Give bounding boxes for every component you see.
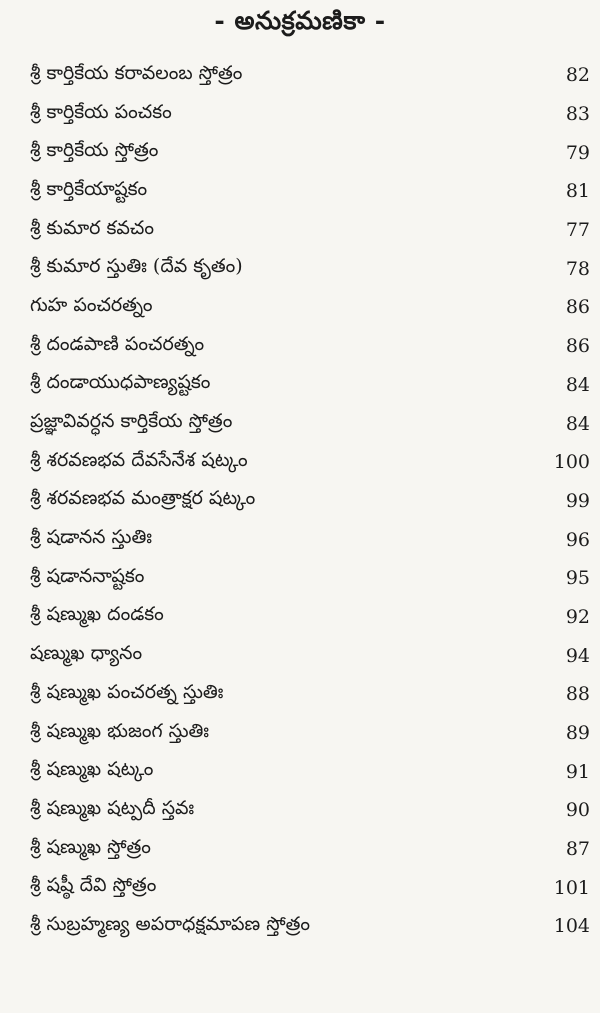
toc-row [30,520,590,559]
toc-row [30,443,590,482]
entry-page-number: 95 [565,567,590,590]
entry-page-number: 78 [565,257,590,280]
toc-row [30,752,590,791]
entry-title: శ్రీ షష్ఠీ దేవి స్తోత్రం [30,874,157,897]
entry-title: శ్రీ కార్తికేయ కరావలంబ స్తోత్రం [30,61,243,84]
entry-title: శ్రీ శరవణభవ మంత్రాక్షర షట్కం [30,487,256,510]
entry-title: గుహ పంచరత్నం [30,293,153,316]
entry-page-number: 84 [565,412,590,435]
entry-title: శ్రీ దండపాణి పంచరత్నం [30,332,205,355]
entry-title: శ్రీ షణ్ముఖ పంచరత్న స్తుతిః [30,680,224,703]
entry-page-number: 87 [565,838,590,861]
entry-page-number: 99 [565,489,590,512]
entry-page-number: 82 [565,64,590,87]
toc-row [30,907,590,946]
entry-title: శ్రీ కుమార స్తుతిః (దేవ కృతం) [30,255,243,278]
toc-row [30,249,590,288]
entry-title: శ్రీ కుమార కవచం [30,216,154,239]
entry-title: శ్రీ షణ్ముఖ షట్పదీ స్తవః [30,796,195,819]
entry-title: శ్రీ షడానన స్తుతిః [30,526,152,549]
entry-page-number: 86 [565,296,590,319]
entry-page-number: 81 [565,180,590,203]
toc-row [30,636,590,675]
entry-page-number: 92 [565,605,590,628]
toc-row [30,404,590,443]
entry-page-number: 88 [565,683,590,706]
toc-row [30,133,590,172]
entry-page-number: 94 [565,644,590,667]
toc-row [30,95,590,134]
entry-page-number: 96 [565,528,590,551]
entry-title: శ్రీ కార్తికేయ పంచకం [30,100,172,123]
toc-row [30,211,590,250]
entry-title: శ్రీ షడాననాష్టకం [30,564,145,587]
table-of-contents [30,56,590,946]
entry-title: శ్రీ షణ్ముఖ దండకం [30,603,164,626]
entry-page-number: 84 [565,373,590,396]
toc-row [30,830,590,869]
entry-title: శ్రీ కార్తికేయాష్టకం [30,177,148,200]
toc-row [30,56,590,95]
page-title: - అనుక్రమణికా - [214,6,386,35]
toc-row [30,482,590,521]
entry-title: ప్రజ్ఞావివర్ధన కార్తికేయ స్తోత్రం [30,410,233,433]
entry-title: శ్రీ శరవణభవ దేవసేనేశ షట్కం [30,448,248,471]
toc-row [30,598,590,637]
entry-page-number: 86 [565,335,590,358]
entry-page-number: 104 [553,915,590,938]
entry-page-number: 79 [565,141,590,164]
entry-page-number: 100 [553,451,590,474]
entry-page-number: 101 [553,876,590,899]
entry-title: శ్రీ షణ్ముఖ భుజంగ స్తుతిః [30,719,210,742]
toc-row [30,675,590,714]
entry-page-number: 90 [565,799,590,822]
entry-title: శ్రీ షణ్ముఖ షట్కం [30,758,154,781]
entry-title: శ్రీ కార్తికేయ స్తోత్రం [30,139,159,162]
entry-title: షణ్ముఖ ధ్యానం [30,642,143,665]
toc-row [30,366,590,405]
entry-title: శ్రీ సుబ్రహ్మణ్య అపరాధక్షమాపణ స్తోత్రం [30,912,310,935]
toc-row [30,559,590,598]
entry-page-number: 83 [565,103,590,126]
toc-row [30,288,590,327]
toc-row [30,327,590,366]
entry-page-number: 91 [565,760,590,783]
toc-row [30,791,590,830]
toc-row [30,868,590,907]
entry-page-number: 89 [565,722,590,745]
entry-page-number: 77 [565,219,590,242]
toc-row [30,172,590,211]
toc-row [30,714,590,753]
entry-title: శ్రీ దండాయుధపాణ్యష్టకం [30,371,211,394]
entry-title: శ్రీ షణ్ముఖ స్తోత్రం [30,835,151,858]
